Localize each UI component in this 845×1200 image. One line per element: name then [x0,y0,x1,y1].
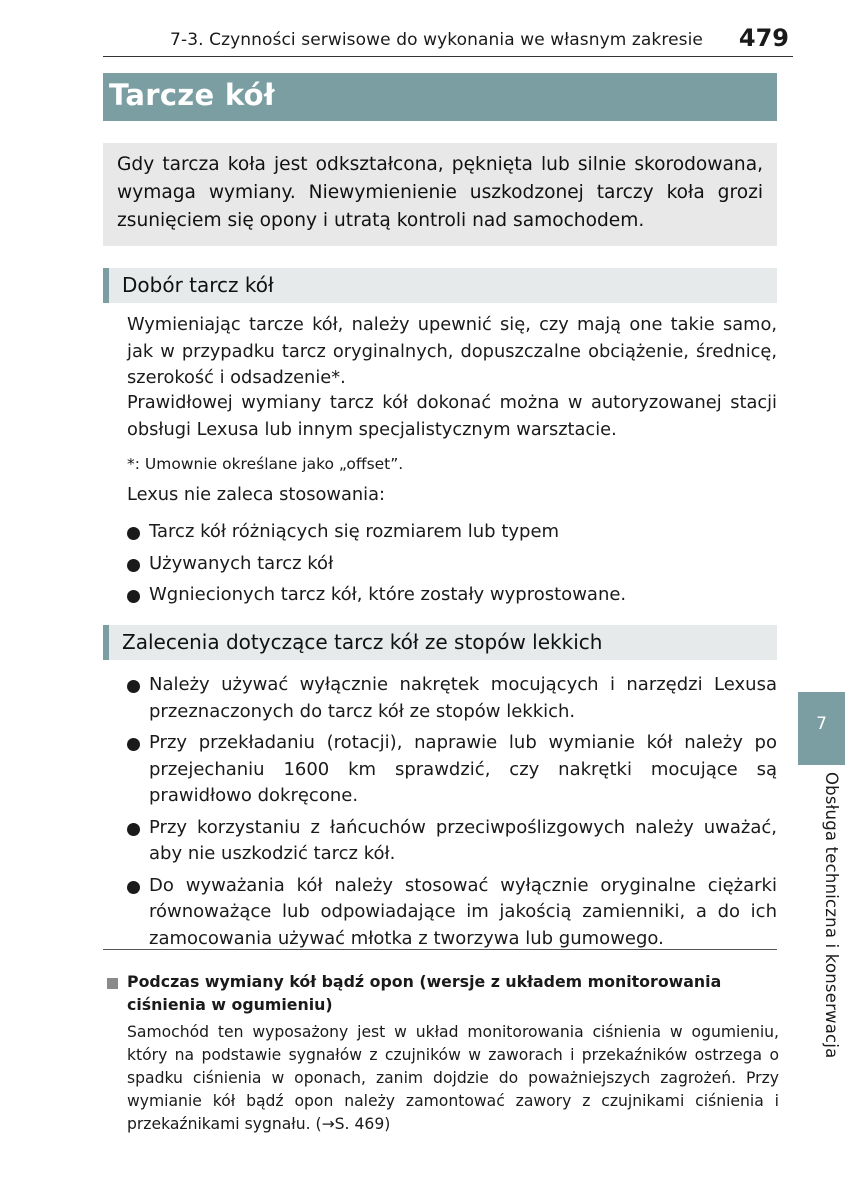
bullet-list [127,519,777,609]
divider [103,949,777,950]
square-bullet-icon [107,978,118,989]
bullet-icon [127,823,140,836]
bullet-icon [127,559,140,572]
list-item: Należy używać wyłącznie nakrętek mocujących i narzędzi Lexusa przeznaczonych do tarcz kół ze stopów lekkich. [127,672,777,725]
section-heading: Dobór tarcz kół [122,273,274,297]
bullet-icon [127,881,140,894]
bullet-icon [127,590,140,603]
intro-text: Gdy tarcza koła jest odkształcona, pęknięta lub silnie skorodowana, wymaga wymiany. Niewymienienie uszkodzonej tarczy koła grozi zsunięciem się opony i utratą kontroli nad samochodem. [117,154,763,231]
footnote: *: Umownie określane jako „offset”. [127,455,404,473]
chapter-label: Obsługa techniczna i konserwacja [822,772,841,1059]
list-item: Do wyważania kół należy stosować wyłącznie oryginalne ciężarki równoważące lub odpowiadające im jakością zamienniki, a do ich zamocowania używać młotka z tworzywa lub gumowego. [127,873,777,953]
section-header-wheel-selection [103,268,777,303]
page-title: Tarcze kół [109,78,275,112]
running-header: 7-3. Czynności serwisowe do wykonania we własnym zakresie [170,30,703,50]
intro-box [103,143,777,246]
list-item: Wgniecionych tarcz kół, które zostały wyprostowane. [127,582,777,609]
section-header-alloy-wheels [103,625,777,660]
paragraph: Wymieniając tarcze kół, należy upewnić się, czy mają one takie samo, jak w przypadku tarcz oryginalnych, dopuszczalne obciążenie, średnicę, szerokość i odsadzenie*. [127,314,777,388]
page-number: 479 [738,24,789,52]
chapter-number: 7 [816,714,827,734]
list-item: Przy przekładaniu (rotacji), naprawie lub wymianie kół należy po przejechaniu 1600 km sprawdzić, czy nakrętki mocujące są prawidłowo dokręcone. [127,730,777,810]
bullet-list [127,672,777,952]
chapter-tab [798,692,845,765]
paragraph-lead: Lexus nie zaleca stosowania: [127,484,385,505]
subsection-heading: Podczas wymiany kół bądź opon (wersje z układem monitorowania ciśnienia w ogumieniu) [127,972,722,1014]
bullet-icon [127,527,140,540]
list-item: Używanych tarcz kół [127,551,777,578]
bullet-icon [127,738,140,751]
section-heading: Zalecenia dotyczące tarcz kół ze stopów lekkich [122,630,603,654]
list-item: Tarcz kół różniących się rozmiarem lub typem [127,519,777,546]
title-banner [103,73,777,121]
subsection-body: Samochód ten wyposażony jest w układ monitorowania ciśnienia w ogumieniu, który na podstawie sygnałów z czujników w zaworach i przekaźników ostrzega o spadku ciśnienia w oponach, zanim dojdzie do poważniejszych zagrożeń. Przy wymianie kół bądź opon należy zamontować zawory z czujnikami ciśnienia i przekaźnikami sygnału. (→S. 469) [127,1023,779,1133]
bullet-icon [127,680,140,693]
paragraph: Prawidłowej wymiany tarcz kół dokonać można w autoryzowanej stacji obsługi Lexusa lub innym specjalistycznym warsztacie. [127,392,777,440]
list-item: Przy korzystaniu z łańcuchów przeciwpoślizgowych należy uważać, aby nie uszkodzić tarcz kół. [127,815,777,868]
